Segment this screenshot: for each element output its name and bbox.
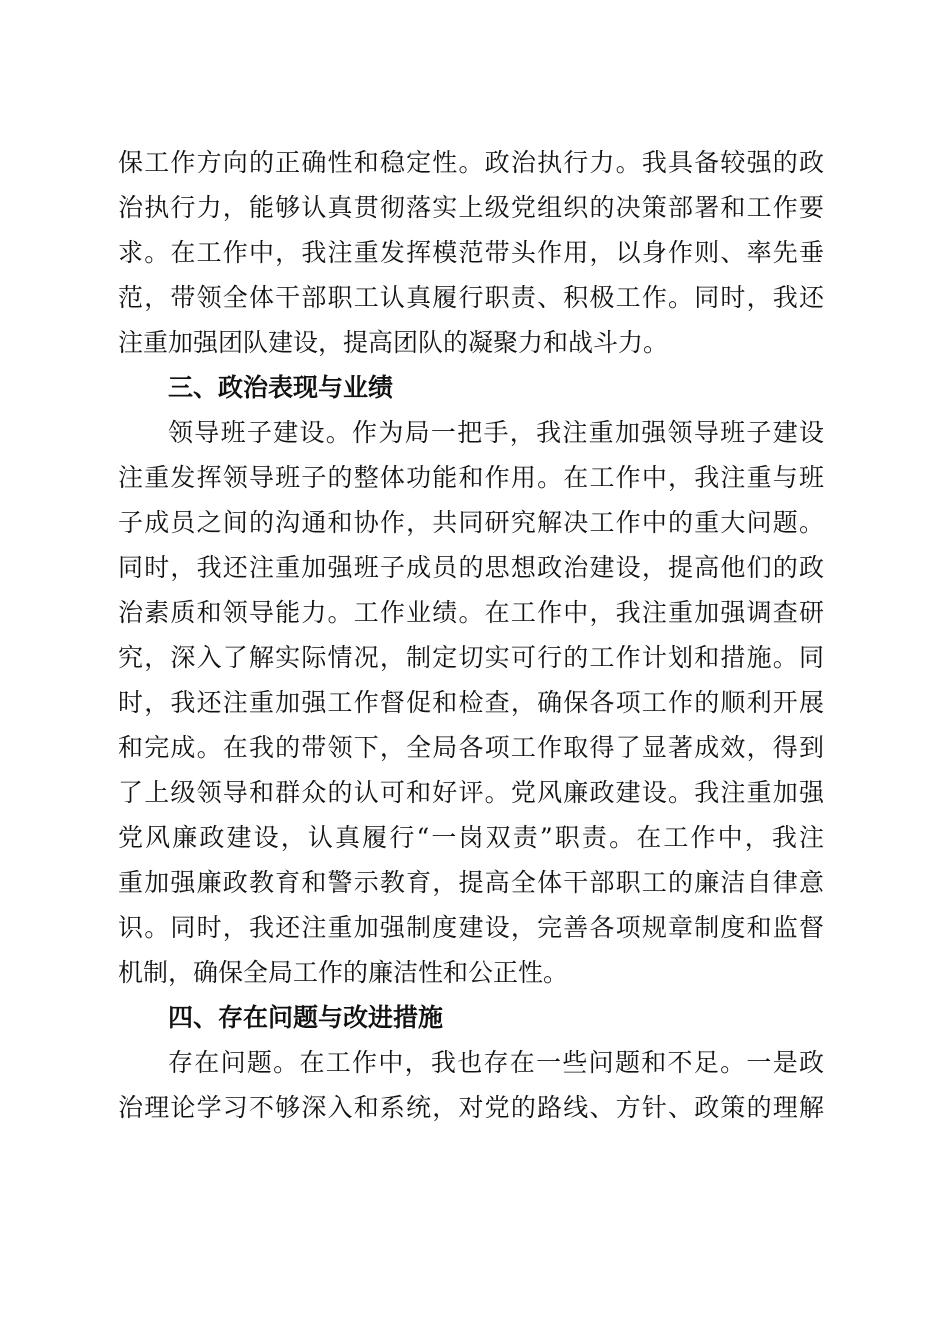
body-line: 治执行力，能够认真贯彻落实上级党组织的决策部署和工作要 bbox=[118, 193, 824, 222]
body-line: 重加强廉政教育和警示教育，提高全体干部职工的廉洁自律意 bbox=[118, 868, 824, 897]
body-line: 范，带领全体干部职工认真履行职责、积极工作。同时，我还 bbox=[118, 283, 824, 312]
body-line: 注重加强团队建设，提高团队的凝聚力和战斗力。 bbox=[118, 328, 669, 357]
body-line: 时，我还注重加强工作督促和检查，确保各项工作的顺利开展 bbox=[118, 688, 824, 717]
body-line: 存在问题。在工作中，我也存在一些问题和不足。一是政 bbox=[168, 1048, 824, 1077]
body-line: 了上级领导和群众的认可和好评。党风廉政建设。我注重加强 bbox=[118, 778, 824, 807]
body-line: 领导班子建设。作为局一把手，我注重加强领导班子建设 bbox=[168, 418, 824, 447]
body-line: 机制，确保全局工作的廉洁性和公正性。 bbox=[118, 958, 569, 987]
document-page bbox=[118, 140, 824, 1130]
body-line: 治素质和领导能力。工作业绩。在工作中，我注重加强调查研 bbox=[118, 598, 824, 627]
body-line: 子成员之间的沟通和协作，共同研究解决工作中的重大问题。 bbox=[118, 508, 824, 537]
body-line: 求。在工作中，我注重发挥模范带头作用，以身作则、率先垂 bbox=[118, 238, 824, 267]
body-line: 注重发挥领导班子的整体功能和作用。在工作中，我注重与班 bbox=[118, 463, 824, 492]
body-line: 和完成。在我的带领下，全局各项工作取得了显著成效，得到 bbox=[118, 733, 824, 762]
section-heading: 四、存在问题与改进措施 bbox=[168, 1003, 444, 1032]
body-line: 保工作方向的正确性和稳定性。政治执行力。我具备较强的政 bbox=[118, 148, 824, 177]
body-line: 识。同时，我还注重加强制度建设，完善各项规章制度和监督 bbox=[118, 913, 824, 942]
section-heading: 三、政治表现与业绩 bbox=[168, 373, 394, 402]
body-line: 治理论学习不够深入和系统，对党的路线、方针、政策的理解 bbox=[118, 1093, 824, 1122]
body-line: 党风廉政建设，认真履行“一岗双责”职责。在工作中，我注 bbox=[118, 823, 824, 852]
body-line: 同时，我还注重加强班子成员的思想政治建设，提高他们的政 bbox=[118, 553, 824, 582]
body-line: 究，深入了解实际情况，制定切实可行的工作计划和措施。同 bbox=[118, 643, 824, 672]
